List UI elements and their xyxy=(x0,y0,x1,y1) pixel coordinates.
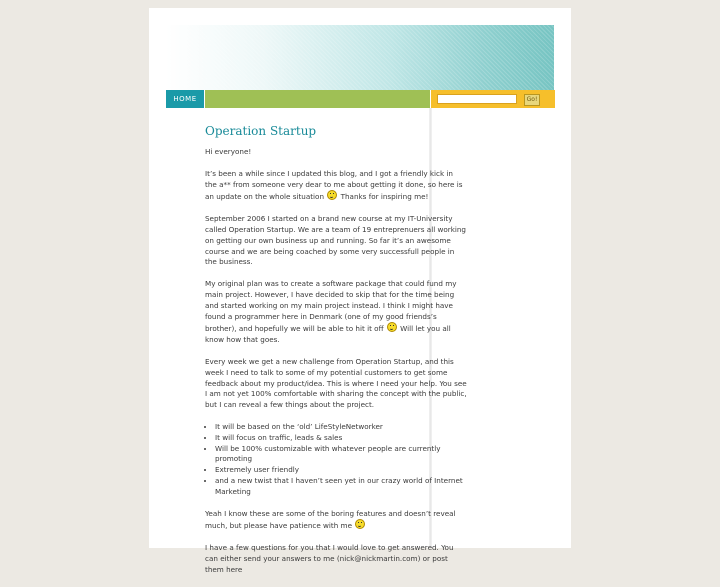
header-banner xyxy=(166,25,554,90)
post-content xyxy=(205,123,467,587)
list-item: • It will be based on the ‘old’ LifeStyleNetworker xyxy=(215,422,467,433)
search-button[interactable]: Go! xyxy=(524,94,540,106)
feature-list xyxy=(205,422,467,498)
post-paragraph-6 xyxy=(205,543,467,575)
page-container xyxy=(149,8,571,574)
email-link[interactable]: nick@nickmartin.com xyxy=(339,553,418,563)
smiley-face-icon xyxy=(387,322,397,332)
post-paragraph-6-tail: ) or post them here xyxy=(205,553,448,574)
post-paragraph-6-text: I have a few questions for you that I would love to get answered. You can either send your answers to me ( xyxy=(205,543,454,563)
list-item: • It will focus on traffic, leads & sales xyxy=(215,433,467,444)
list-item: • and a new twist that I haven’t seen yet in our crazy world of Internet Marketing xyxy=(215,476,467,498)
post-paragraph-3-tail: Will let you all know how that goes. xyxy=(205,324,451,345)
list-item: • Will be 100% customizable with whatever people are currently promoting xyxy=(215,444,467,466)
list-item: • Extremely user friendly xyxy=(215,465,467,476)
post-paragraph-5-text: Yeah I know these are some of the boring features and doesn’t reveal much, but please have patience with me xyxy=(205,508,456,531)
nav-home-link[interactable]: HOME xyxy=(166,90,205,108)
post-paragraph-1-thanks: Thanks for inspiring me! xyxy=(340,192,429,202)
smiley-face-icon xyxy=(327,190,337,200)
post-greeting: Hi everyone! xyxy=(205,147,252,156)
search-area xyxy=(430,90,555,108)
post-paragraph-3-text: My original plan was to create a software package that could fund my main project. However, I have decided to skip that for the time being and started working on my main project instead. I think I might have found a programmer here in Denmark (one of my good friends’s brother), and hopefully we will be able to hit it off xyxy=(205,279,457,334)
post-paragraph-5 xyxy=(205,509,467,533)
smiley-face-icon xyxy=(355,519,365,529)
post-paragraph-1 xyxy=(205,169,467,203)
post-paragraph-3 xyxy=(205,279,467,346)
post-paragraph-1-text: It’s been a while since I updated this blog, and I got a friendly kick in the a** from someone very dear to me about getting it done, so here is an update on the whole situation xyxy=(205,168,463,202)
nav-bar xyxy=(166,90,554,108)
search-input[interactable] xyxy=(437,94,517,104)
post-paragraph-4: Every week we get a new challenge from Operation Startup, and this week I need to talk to some of my potential customers to get some feedback about my product/idea. This is where I need your help. You see I am not yet 100% comfortable with sharing the concept with the public, but I can reveal a few things about the project. xyxy=(205,356,467,410)
post-title[interactable]: Operation Startup xyxy=(205,124,317,138)
post-paragraph-2: September 2006 I started on a brand new course at my IT-University called Operation Startup. We are a team of 19 entreprenuers all working on getting our own business up and running. So far it’s an awesome course and we are being coached by some very successfull people in the business. xyxy=(205,214,466,267)
